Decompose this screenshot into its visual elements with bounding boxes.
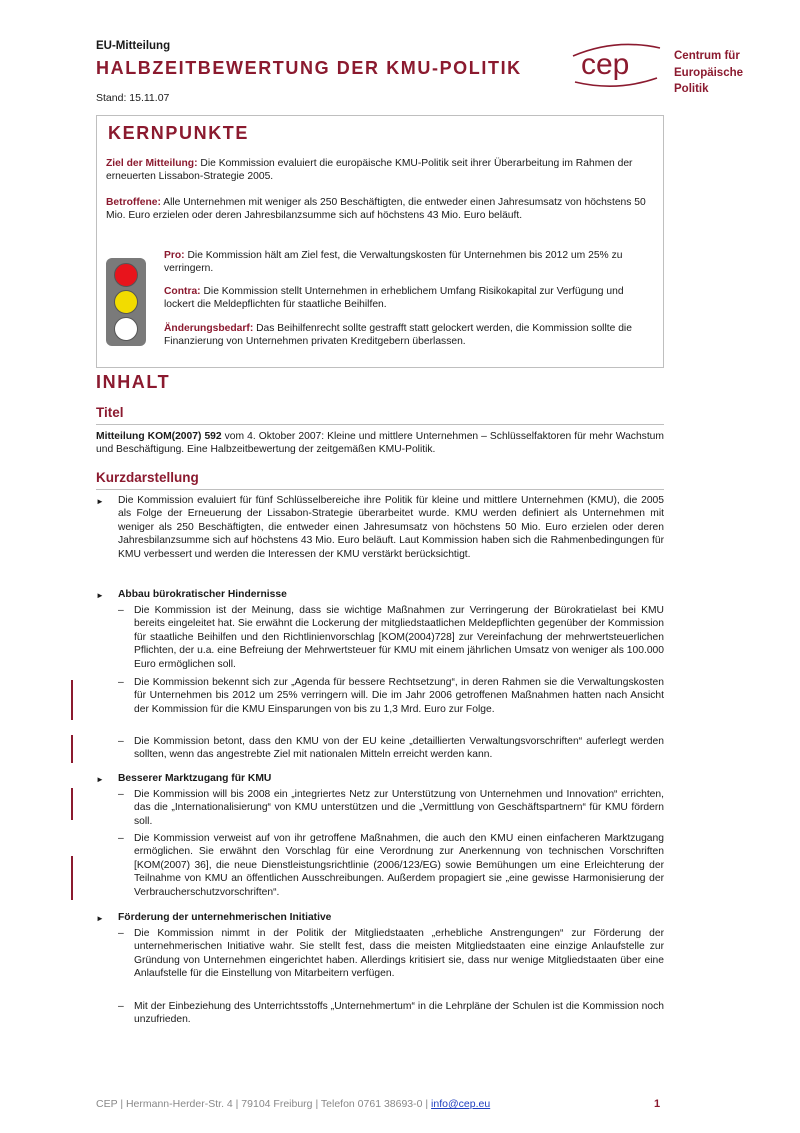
footer-email-link[interactable]: info@cep.eu — [431, 1098, 491, 1110]
list-item: – Die Kommission verweist auf von ihr getroffene Maßnahmen, die auch den KMU einen einfacheren Marktzugang ermöglichen. Sie erwähnt den Vorschlag für eine Verordnung zur Anerkennung von technischen Vorschriften [KOM(2007) 36], die neue Dienstleistungsrichtlinie (2006/123/EG) sowie Bemühungen um eine Erleichterung der Teilnahme von KMU an öffentlichen Ausschreibungen. Außerdem propagiert sie „eine gewisse Harmonisierung der Verbraucherschutzvorschriften“. — [118, 833, 664, 898]
list-item: – Die Kommission bekennt sich zur „Agenda für bessere Rechtsetzung“, in deren Rahmen sie die Verwaltungskosten für Unternehmen bis 2012 um 25% verringern will. Die im Jahr 2006 getroffenen Maßnahmen hatten nach Ansicht der Kommission für die KMU Einsparungen von bis zu 1,3 Mrd. Euro zur Folge. — [118, 677, 664, 715]
titel-heading: Titel — [96, 405, 124, 420]
bullet-arrow-icon: ► — [96, 914, 104, 923]
document-date: Stand: 15.11.07 — [96, 92, 170, 104]
organization-name — [674, 48, 743, 98]
kurzdarstellung-heading: Kurzdarstellung — [96, 470, 199, 485]
cep-logo — [565, 38, 670, 90]
org-name-line-1: Centrum für — [674, 50, 740, 62]
kernpunkte-ziel — [106, 157, 656, 184]
kernpunkte-title: KERNPUNKTE — [108, 123, 250, 143]
margin-marker — [71, 680, 73, 720]
bullet-arrow-icon: ► — [96, 591, 104, 600]
titel-paragraph — [96, 430, 664, 457]
dash-icon: – — [118, 677, 124, 688]
list-item: – Die Kommission nimmt in der Politik der Mitgliedstaaten „erhebliche Anstrengungen“ zur Förderung der unternehmerischen Initiative wahr. Sie stellt fest, dass die meisten Mitgliedstaaten eine einzige Anlaufstelle zur Gründung von Unternehmen eingerichtet haben. Allerdings kritisiert sie, dass nur wenige Mitgliedstaaten über eine Anlaufstelle für die Einstellung von Mitarbeitern verfügen. — [118, 928, 664, 980]
bullet-arrow-icon: ► — [96, 775, 104, 784]
org-name-line-2: Europäische — [674, 66, 744, 79]
betroffene-label: Betroffene: — [106, 197, 161, 208]
traffic-light-icon — [106, 258, 146, 346]
titel-text: vom 4. Oktober 2007: Kleine und mittlere Unternehmen – Schlüsselfaktoren für mehr Wachstum und Beschäftigung. Eine Halbzeitbewertung der zeitgemäßen KMU-Politik. — [96, 431, 664, 456]
page-number: 1 — [654, 1098, 661, 1110]
dash-icon: – — [118, 928, 124, 939]
white-lamp-icon — [114, 317, 138, 341]
betroffene-text: Alle Unternehmen mit weniger als 250 Beschäftigten, die entweder einen Jahresumsatz von höchstens 50 Mio. Euro erzielen oder deren Jahresbilanzsumme sich auf höchstens 43 Mio. Euro beläuft. — [106, 197, 646, 222]
footer-address: CEP | Hermann-Herder-Str. 4 | 79104 Freiburg | Telefon 0761 38693-0 | — [96, 1098, 432, 1110]
aenderung-label: Änderungsbedarf: — [164, 323, 254, 334]
list-item: – Die Kommission ist der Meinung, dass sie wichtige Maßnahmen zur Verringerung der Bürokratielast bei KMU bereits eingeleitet hat. Sie erwähnt die Lockerung der mitgliedstaatlichen Meldepflichten gegenüber der Kommission für staatliche Beihilfen und den Richtlinienvorschlag [KOM(2004)728] zur Vereinfachung der mehrwertsteuerlichen Pflichten, der u.a. eine Befreiung der Mehrwertsteuer für KMU mit einem jährlichen Umsatz von weniger als 100.000 Euro ermöglichen soll. — [118, 605, 664, 670]
kernpunkte-aenderungsbedarf — [164, 322, 654, 349]
dash-icon: – — [118, 736, 124, 747]
section-heading-initiative: Förderung der unternehmerischen Initiative — [118, 912, 332, 923]
list-item: – Mit der Einbeziehung des Unterrichtsstoffs „Unternehmertum“ in die Lehrpläne der Schulen ist die Kommission noch unzufrieden. — [118, 1001, 664, 1026]
kernpunkte-betroffene — [106, 196, 656, 223]
pro-text: Die Kommission hält am Ziel fest, die Verwaltungskosten für Unternehmen bis 2012 um 25% zu verringern. — [164, 250, 623, 275]
red-lamp-icon — [114, 263, 138, 287]
titel-bold: Mitteilung KOM(2007) 592 — [96, 431, 222, 442]
dash-icon: – — [118, 833, 124, 844]
document-type: EU-Mitteilung — [96, 40, 171, 52]
bullet-arrow-icon: ► — [96, 497, 104, 506]
section-heading-buerokratie: Abbau bürokratischer Hindernisse — [118, 589, 287, 600]
dash-icon: – — [118, 605, 124, 616]
contra-label: Contra: — [164, 286, 201, 297]
kernpunkte-pro — [164, 249, 654, 276]
contra-text: Die Kommission stellt Unternehmen in erheblichem Umfang Risikokapital zur Verfügung und lockert die Meldepflichten für staatliche Beihilfen. — [164, 286, 624, 311]
ziel-label: Ziel der Mitteilung: — [106, 158, 198, 169]
inhalt-title: INHALT — [96, 372, 171, 392]
list-item: – Die Kommission will bis 2008 ein „integriertes Netz zur Unterstützung von Unternehmen und Innovation“ errichten, das die „Internationalisierung“ von KMU unterstützen und die „Vermittlung von Geschäftspartnern“ für KMU fördern soll. — [118, 789, 664, 827]
logo-text: cep — [581, 48, 630, 81]
titel-divider — [96, 424, 664, 425]
org-name-line-3: Politik — [674, 83, 709, 95]
margin-marker — [71, 735, 73, 763]
document-title: HALBZEITBEWERTUNG DER KMU-POLITIK — [96, 58, 522, 78]
kernpunkte-contra — [164, 285, 654, 312]
aenderung-text: Das Beihilfenrecht sollte gestrafft statt gelockert werden, die Kommission sollte die Finanzierung von Unternehmen privaten Kreditgebern überlassen. — [164, 323, 632, 348]
list-item: – Die Kommission betont, dass den KMU von der EU keine „detaillierten Verwaltungsvorschriften“ auferlegt werden sollten, wenn das angestrebte Ziel mit nationalen Mitteln erreicht werden kann. — [118, 736, 664, 761]
pro-label: Pro: — [164, 250, 185, 261]
ziel-text: Die Kommission evaluiert die europäische KMU-Politik seit ihrer Überarbeitung im Rahmen der erneuerten Lissabon-Strategie 2005. — [106, 158, 633, 183]
yellow-lamp-icon — [114, 290, 138, 314]
dash-icon: – — [118, 1001, 124, 1012]
margin-marker — [71, 856, 73, 900]
section-heading-marktzugang: Besserer Marktzugang für KMU — [118, 773, 272, 784]
dash-icon: – — [118, 789, 124, 800]
kurzdarstellung-divider — [96, 489, 664, 490]
margin-marker — [71, 788, 73, 820]
footer — [96, 1098, 490, 1111]
intro-paragraph: Die Kommission evaluiert für fünf Schlüsselbereiche ihre Politik für kleine und mittlere Unternehmen (KMU), die 2005 als Folge der Erneuerung der Lissabon-Strategie überarbeitet wurde. KMU werden definiert als Unternehmen mit weniger als 250 Beschäftigten, die entweder einen Jahresumsatz von höchstens 50 Mio. Euro erzielen oder deren Jahresbilanzsumme sich auf höchstens 43 Mio. Euro beläuft. Laut Kommission haben sich die Rahmenbedingungen für KMU verbessert und werden die Interessen der KMU verstärkt berücksichtigt. — [118, 495, 664, 560]
